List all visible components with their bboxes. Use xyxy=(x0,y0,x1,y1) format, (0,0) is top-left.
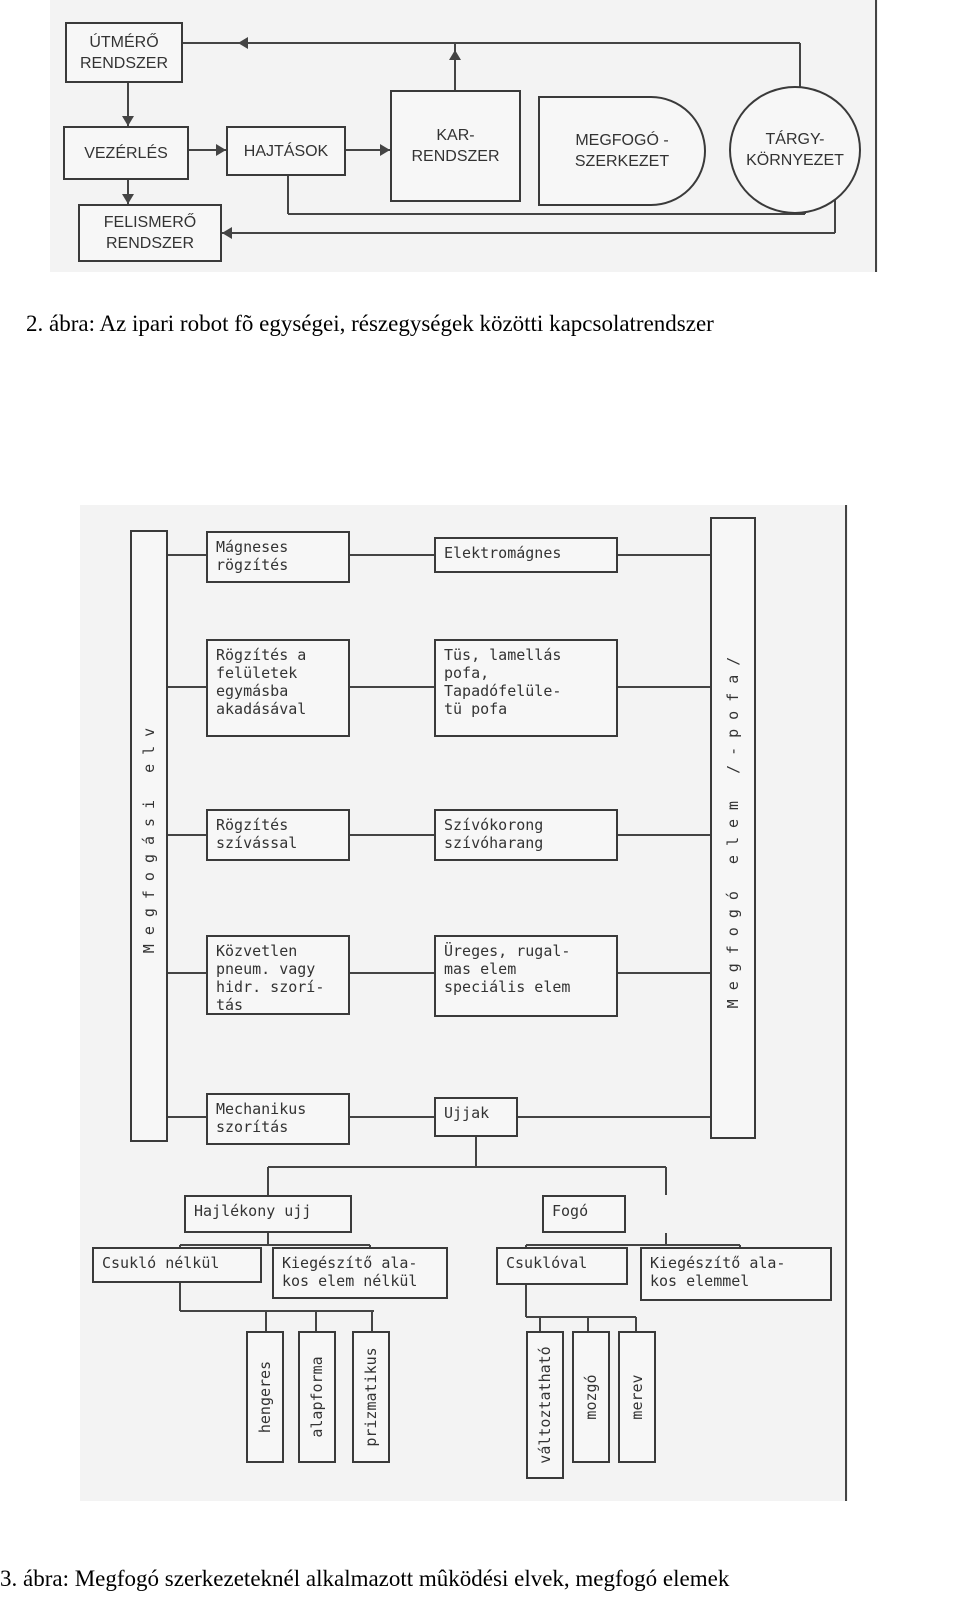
leaf-prizmatikus-label: prizmatikus xyxy=(362,1347,380,1447)
fogo-box: Fogó xyxy=(542,1195,626,1233)
principle-rogzites-szivassal: Rögzítés szívással xyxy=(206,809,350,861)
felismero-rendszer-box: FELISMERŐ RENDSZER xyxy=(78,204,222,262)
megfogo-elem-label: Megfogó elem /-pofa/ xyxy=(724,647,742,1009)
leaf-merev-label: merev xyxy=(628,1374,646,1420)
figure-1-caption: 2. ábra: Az ipari robot fõ egységei, részegységek közötti kapcsolatrendszer xyxy=(26,311,714,336)
leaf-hengeres xyxy=(246,1331,284,1463)
principle-mechanikus-szoritas: Mechanikus szorítás xyxy=(206,1093,350,1145)
principle-magneses-rogzites: Mágneses rögzítés xyxy=(206,531,350,583)
principle-kozvetlen-szoritas: Közvetlen pneum. vagy hidr. szorí- tás xyxy=(206,935,350,1015)
hajtasok-box: HAJTÁSOK xyxy=(226,126,346,176)
megfogo-elem-column xyxy=(710,517,756,1139)
targy-kornyezet-circle: TÁRGY- KÖRNYEZET xyxy=(729,86,861,214)
element-ureges-rugalmas: Üreges, rugal- mas elem speciális elem xyxy=(434,935,618,1017)
leaf-alapforma xyxy=(298,1331,336,1463)
megfogasi-elv-label: Megfogási elv xyxy=(140,718,158,954)
leaf-prizmatikus xyxy=(352,1331,390,1463)
leaf-valtoztathato xyxy=(526,1331,564,1479)
hajlekony-ujj-box: Hajlékony ujj xyxy=(184,1195,352,1233)
leaf-mozgo-label: mozgó xyxy=(582,1374,600,1420)
megfogasi-elv-column xyxy=(130,530,168,1142)
csuklo-nelkul-box: Csukló nélkül xyxy=(92,1247,262,1283)
kiegeszito-nelkul-box: Kiegészítő ala- kos elem nélkül xyxy=(272,1247,448,1299)
leaf-valtoztathato-label: változtatható xyxy=(536,1346,554,1464)
principle-rogzites-felulet: Rögzítés a felületek egymásba akadásával xyxy=(206,639,350,737)
leaf-alapforma-label: alapforma xyxy=(308,1356,326,1438)
kiegeszito-elemmel-box: Kiegészítő ala- kos elemmel xyxy=(640,1247,832,1301)
csukloval-box: Csuklóval xyxy=(496,1247,628,1285)
element-ujjak: Ujjak xyxy=(434,1097,518,1137)
figure-2-gripper-tree xyxy=(80,505,848,1501)
element-elektromagnes: Elektromágnes xyxy=(434,537,618,573)
figure-2-caption: 3. ábra: Megfogó szerkezeteknél alkalmazott mûködési elvek, megfogó elemek xyxy=(0,1566,730,1591)
leaf-hengeres-label: hengeres xyxy=(256,1360,274,1434)
figure-1-block-diagram xyxy=(50,0,878,272)
utmero-rendszer-box: ÚTMÉRŐ RENDSZER xyxy=(65,22,183,83)
leaf-merev xyxy=(618,1331,656,1463)
element-tus-lamellas-pofa: Tüs, lamellás pofa, Tapadófelüle- tü pofa xyxy=(434,639,618,737)
leaf-mozgo xyxy=(572,1331,610,1463)
karrendszer-box: KAR- RENDSZER xyxy=(390,90,521,202)
vezerles-box: VEZÉRLÉS xyxy=(63,126,189,180)
element-szivokorong: Szívókorong szívóharang xyxy=(434,809,618,861)
megfogo-szerkezet-box: MEGFOGÓ - SZERKEZET xyxy=(538,96,706,206)
